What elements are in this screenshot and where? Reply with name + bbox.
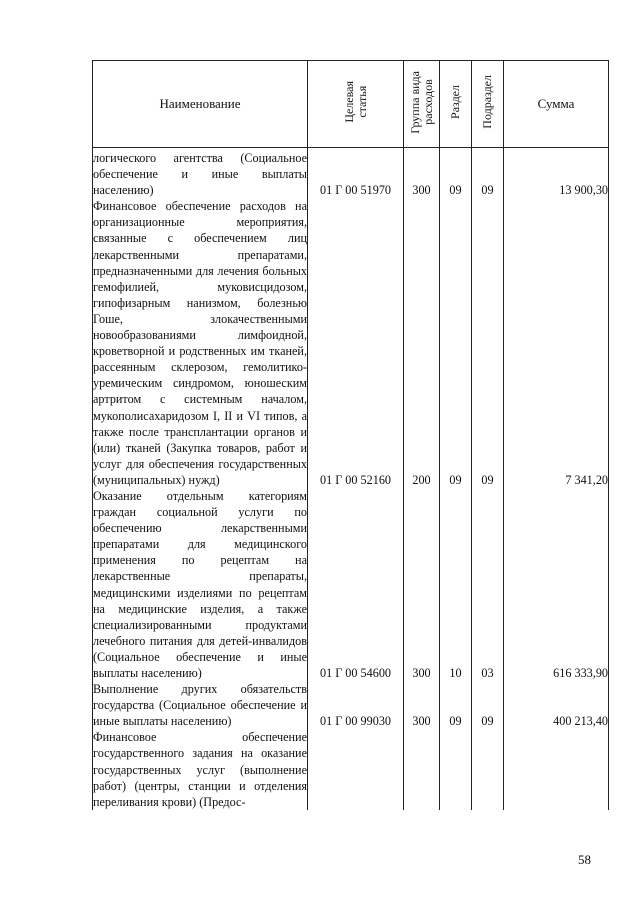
row-section: 09: [440, 148, 472, 199]
row-sum: 13 900,30: [504, 148, 609, 199]
row-name: логического агентства (Социальное обеспечение и иные выплаты населению): [93, 148, 308, 199]
row-sum: 616 333,90: [504, 488, 609, 681]
row-sum: 400 213,40: [504, 681, 609, 729]
row-group: 300: [404, 681, 440, 729]
row-section: [440, 729, 472, 809]
header-expense-group: Группа вида расходов: [404, 61, 440, 148]
row-group: 200: [404, 198, 440, 488]
row-article: 01 Г 00 99030: [308, 681, 404, 729]
header-target-article: Целевая статья: [308, 61, 404, 148]
row-name: Финансовое обеспечение государственного задания на оказание государственных услуг (выполнение работ) (центры, станции и отделения переливания крови) (Предос-: [93, 730, 307, 809]
row-group: [404, 729, 440, 809]
row-article: 01 Г 00 52160: [308, 198, 404, 488]
row-subsection: 03: [472, 488, 504, 681]
row-sum: [504, 729, 609, 809]
table-row: [93, 148, 609, 199]
row-name: Финансовое обеспечение расходов на организационные мероприятия, связанные с обеспечением лиц лекарственными препаратами, предназначенными для лечения больных гемофилией, муковисцидозом, гипофизарным нанизмом, болезнью Гоше, злокачественными новообразованиями лимфоидной, кроветворной и родственных им тканей, рассеянным склерозом, гемолитико-уремическим синдромом, юношеским артритом с системным началом, мукополисахаридозом I, II и VI типов, а также после трансплантации органов и (или) тканей (Закупка товаров, работ и услуг для обеспечения государственных (муниципальных) нужд): [93, 199, 307, 487]
row-section: 09: [440, 198, 472, 488]
budget-table: [92, 60, 609, 810]
table-row: [93, 681, 609, 729]
row-sum: 7 341,20: [504, 198, 609, 488]
header-name: Наименование: [93, 61, 308, 148]
table-row: [93, 198, 609, 488]
row-section: 09: [440, 681, 472, 729]
row-subsection: [472, 729, 504, 809]
header-sum: Сумма: [504, 61, 609, 148]
row-subsection: 09: [472, 198, 504, 488]
table-row: [93, 729, 609, 809]
row-article: 01 Г 00 51970: [308, 148, 404, 199]
row-article: [308, 729, 404, 809]
table-row: [93, 488, 609, 681]
row-name: Оказание отдельным категориям граждан социальной услуги по обеспечению лекарственными препаратами для медицинского применения по рецептам на лекарственные препараты, медицинскими изделиями по рецептам на медицинские изделия, а также специализированными продуктами лечебного питания для детей-инвалидов (Социальное обеспечение и иные выплаты населению): [93, 488, 307, 680]
row-name: Выполнение других обязательств государства (Социальное обеспечение и иные выплаты населению): [93, 682, 307, 729]
page-number: 58: [578, 852, 591, 867]
row-group: 300: [404, 488, 440, 681]
table-header-row: [93, 61, 609, 148]
row-article: 01 Г 00 54600: [308, 488, 404, 681]
row-subsection: 09: [472, 681, 504, 729]
header-section: Раздел: [440, 61, 472, 148]
header-subsection: Подраздел: [472, 61, 504, 148]
row-subsection: 09: [472, 148, 504, 199]
row-group: 300: [404, 148, 440, 199]
row-section: 10: [440, 488, 472, 681]
